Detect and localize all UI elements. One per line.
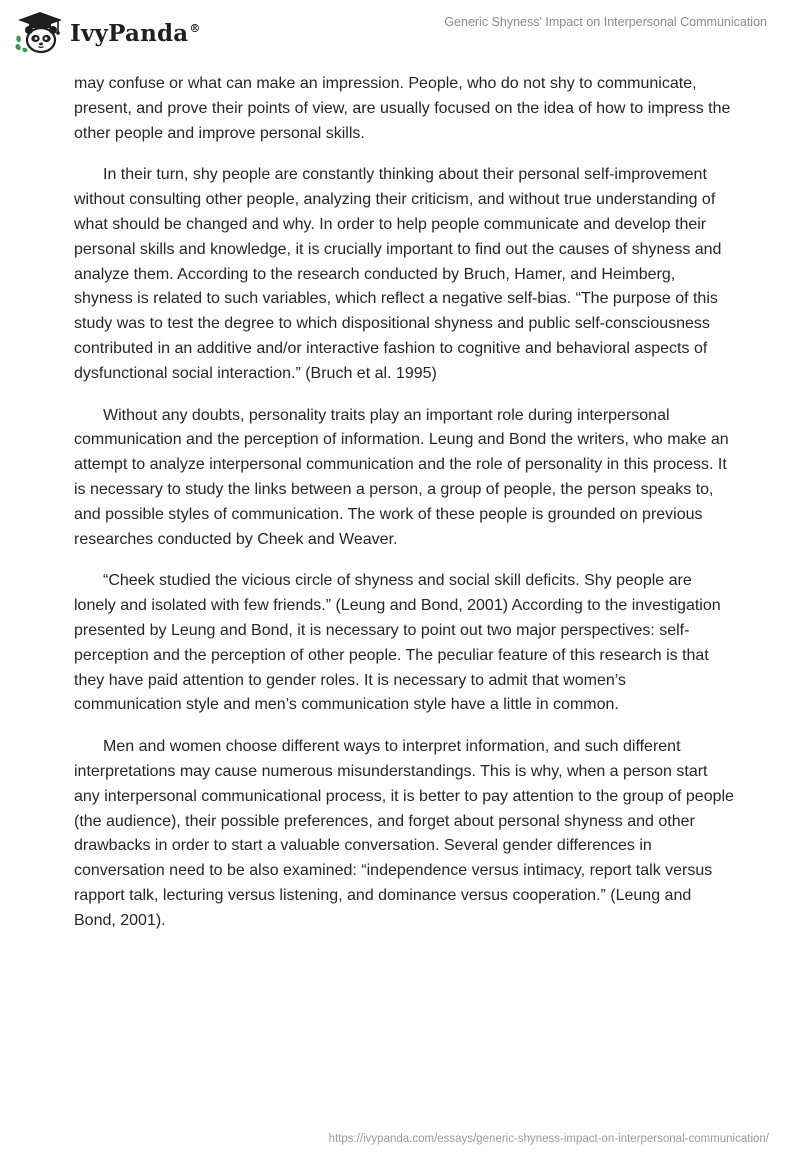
registered-mark: ®	[189, 21, 201, 35]
document-title: Generic Shyness' Impact on Interpersonal Communication	[444, 15, 767, 29]
page-header	[0, 0, 800, 64]
brand-name: IvyPanda®	[70, 19, 201, 47]
paragraph: “Cheek studied the vicious circle of shyness and social skill deficits. Shy people are lonely and isolated with few friends.” (Leung and Bond, 2001) According to the investigation presented by Leung and Bond, it is necessary to point out two major perspectives: self-perception and the perception of other people. The peculiar feature of this research is that they have paid attention to gender roles. It is necessary to admit that women’s communication style and men’s communication style have a little in common.	[74, 572, 721, 714]
essay-body	[74, 72, 734, 951]
source-url[interactable]: https://ivypanda.com/essays/generic-shyness-impact-on-interpersonal-communication/	[328, 1133, 769, 1145]
paragraph: In their turn, shy people are constantly thinking about their personal self-improvement without consulting other people, analyzing their criticism, and without true understanding of what should be changed and why. In order to help people communicate and develop their personal skills and knowledge, it is crucially important to find out the causes of shyness and analyze them. According to the research conducted by Bruch, Hamer, and Heimberg, shyness is related to such variables, which reflect a negative self-bias. “The purpose of this study was to test the degree to which dispositional shyness and public self-consciousness contributed in an additive and/or interactive fashion to cognitive and behavioral aspects of dysfunctional social interaction.” (Bruch et al. 1995)	[74, 166, 722, 382]
paragraph: may confuse or what can make an impression. People, who do not shy to communicate, present, and prove their points of view, are usually focused on the idea of how to impress the other people and improve personal skills.	[74, 75, 731, 142]
paragraph: Men and women choose different ways to interpret information, and such different interpretations may cause numerous misunderstandings. This is why, when a person start any interpersonal communicational process, it is better to pay attention to the group of people (the audience), their possible preferences, and forget about personal shyness and other drawbacks in order to start a valuable conversation. Several gender differences in conversation need to be also examined: “independence versus intimacy, report talk versus rapport talk, lecturing versus listening, and dominance versus cooperation.” (Leung and Bond, 2001).	[74, 738, 734, 929]
ivypanda-logo[interactable]	[14, 10, 201, 54]
panda-graduate-icon	[14, 10, 66, 54]
paragraph: Without any doubts, personality traits play an important role during interpersonal communication and the perception of information. Leung and Bond the writers, who make an attempt to analyze interpersonal communication and the role of personality in this process. It is necessary to study the links between a person, a group of people, the person speaks to, and possible styles of communication. The work of these people is grounded on previous researches conducted by Cheek and Weaver.	[74, 406, 729, 548]
